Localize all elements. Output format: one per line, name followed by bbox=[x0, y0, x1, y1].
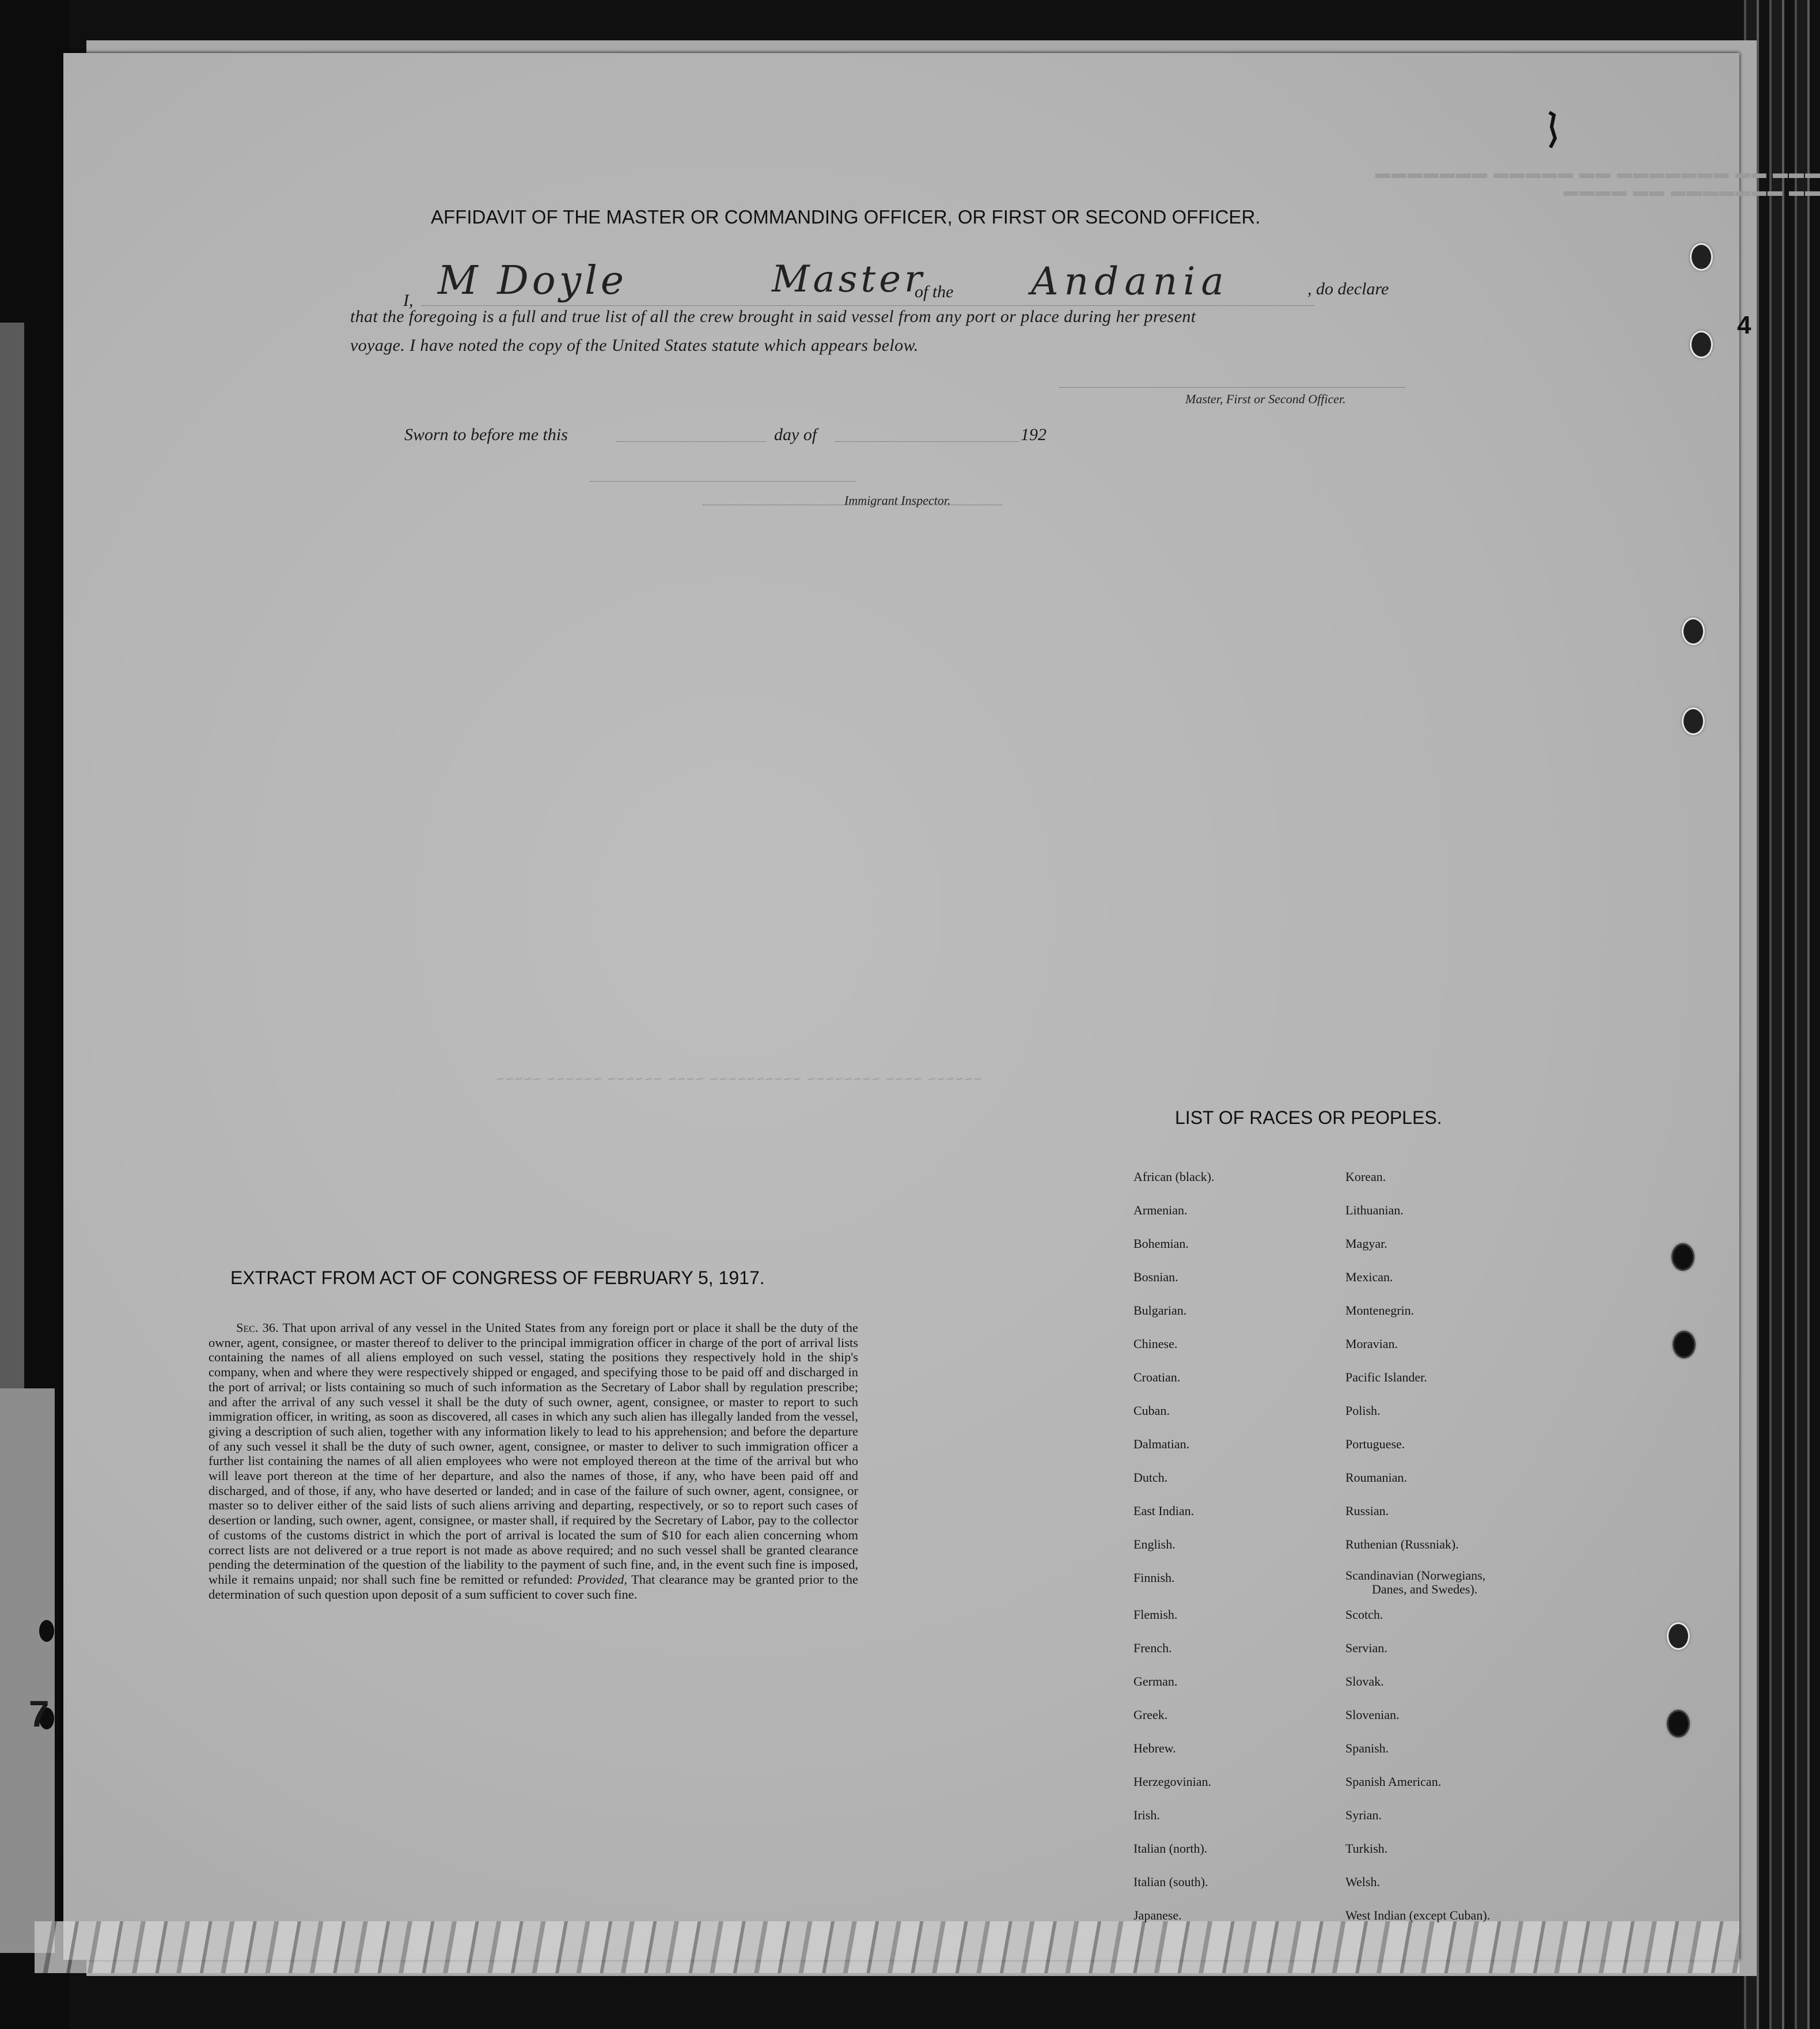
race-item: Bohemian. bbox=[1133, 1236, 1189, 1251]
race-item: Chinese. bbox=[1133, 1337, 1178, 1351]
race-item: Greek. bbox=[1133, 1708, 1168, 1722]
signature-caption: Master, First or Second Officer. bbox=[1185, 392, 1346, 406]
inspector-caption: Immigrant Inspector. bbox=[844, 493, 951, 508]
race-item: Dalmatian. bbox=[1133, 1437, 1190, 1451]
race-item: Servian. bbox=[1345, 1641, 1387, 1655]
affidavit-title: AFFIDAVIT OF THE MASTER OR COMMANDING OFFICER, OR FIRST OR SECOND OFFICER. bbox=[431, 206, 1261, 228]
race-item: Irish. bbox=[1133, 1808, 1160, 1822]
race-item: Mexican. bbox=[1345, 1270, 1393, 1284]
race-item: Lithuanian. bbox=[1345, 1203, 1404, 1217]
race-item: Russian. bbox=[1345, 1504, 1389, 1518]
binder-hole bbox=[1667, 1710, 1690, 1737]
race-item: Bosnian. bbox=[1133, 1270, 1178, 1284]
race-item: African (black). bbox=[1133, 1169, 1215, 1184]
race-item: Roumanian. bbox=[1345, 1470, 1407, 1485]
year-label: 192 bbox=[1021, 425, 1046, 444]
left-underlying-sheet-lower bbox=[0, 1388, 55, 1953]
day-of-label: day of bbox=[774, 425, 817, 444]
inspector-line bbox=[590, 481, 855, 482]
race-item: Ruthenian (Russniak). bbox=[1345, 1537, 1459, 1551]
binder-hole bbox=[1667, 1622, 1690, 1650]
race-item: Italian (south). bbox=[1133, 1875, 1208, 1889]
race-item: Cuban. bbox=[1133, 1403, 1170, 1418]
race-item: Flemish. bbox=[1133, 1607, 1178, 1622]
race-item: East Indian. bbox=[1133, 1504, 1195, 1518]
race-item: Finnish. bbox=[1133, 1570, 1175, 1585]
race-item: Scotch. bbox=[1345, 1607, 1383, 1622]
statute-body: That upon arrival of any vessel in the United States from any foreign port or place it shall be the duty of the owner, agent, consignee, or master thereof to deliver to the principal immigration officer in charge of the port of arrival lists containing the names of all aliens employed on such vessel, stating the positions they respectively hold in the ship's company, when and where they were respectively shipped or engaged, and specifying those to be paid off and discharged in the port of arrival; or lists containing so much of such information as the Secretary of Labor shall by regulation prescribe; and after the arrival of any such vessel it shall be the duty of such owner, agent, consignee, or master to report to such immigration officer, in writing, as soon as discovered, all cases in which any such alien has illegally landed from the vessel, giving a description of such alien, together with any information likely to lead to his apprehension; and before the departure of any such vessel it shall be the duty of such owner, agent, consignee, or master to deliver to such immigration officer a further list containing the names of all alien employees who were not employed thereon at the time of the arrival but who will leave port thereon at the time of her departure, and also the names of those, if any, who have been paid off and discharged, and of those, if any, who have deserted or landed; and in case of the failure of such owner, agent, consignee, or master so to deliver either of the said lists of such aliens arriving and departing, respectively, or so to report such cases of desertion or landing, such owner, agent, consignee, or master shall, if required by the Secretary of Labor, pay to the collector of customs of the customs district in which the port of arrival is located the sum of $10 for each alien concerning whom correct lists are not delivered or a true report is not made as above required; and no such vessel shall be granted clearance pending the determination of the question of the liability to the payment of such fine, and, in the event such fine is imposed, while it remains unpaid; nor shall such fine be remitted or refunded: bbox=[208, 1320, 858, 1587]
race-item: Polish. bbox=[1345, 1403, 1381, 1418]
race-item: English. bbox=[1133, 1537, 1176, 1551]
rank-handwritten: Master bbox=[772, 258, 926, 301]
race-item: Magyar. bbox=[1345, 1236, 1387, 1251]
of-the-label: of the bbox=[915, 282, 954, 301]
race-item: West Indian (except Cuban). bbox=[1345, 1908, 1491, 1922]
race-item: Korean. bbox=[1345, 1169, 1386, 1184]
race-item-continuation: Danes, and Swedes). bbox=[1372, 1582, 1478, 1596]
binder-hole bbox=[1690, 243, 1713, 271]
race-item: Croatian. bbox=[1133, 1370, 1181, 1384]
race-item: Moravian. bbox=[1345, 1337, 1398, 1351]
race-item: Scandinavian (Norwegians, bbox=[1345, 1568, 1486, 1583]
race-item: Bulgarian. bbox=[1133, 1303, 1187, 1318]
race-item: Italian (north). bbox=[1133, 1841, 1208, 1856]
statute-body-end: That clearance may be granted prior to the determination of such question upon deposit of a sum sufficient to cover such fine. bbox=[208, 1572, 859, 1602]
statute-provided: Provided, bbox=[577, 1572, 627, 1587]
binder-hole bbox=[1682, 618, 1705, 645]
race-item: Dutch. bbox=[1133, 1470, 1168, 1485]
binder-hole bbox=[1671, 1243, 1694, 1271]
race-item: Spanish American. bbox=[1345, 1774, 1442, 1789]
race-item: Welsh. bbox=[1345, 1875, 1380, 1889]
races-title: LIST OF RACES OR PEOPLES. bbox=[1175, 1107, 1442, 1128]
binder-hole bbox=[1673, 1331, 1696, 1358]
race-item: Portuguese. bbox=[1345, 1437, 1405, 1451]
race-item: Japanese. bbox=[1133, 1908, 1182, 1922]
binder-hole bbox=[1690, 331, 1713, 358]
master-name-handwritten: M Doyle bbox=[438, 258, 628, 304]
left-binder-hole bbox=[39, 1620, 54, 1642]
ink-mark bbox=[1544, 109, 1567, 150]
race-item: Slovak. bbox=[1345, 1674, 1384, 1689]
month-line bbox=[835, 441, 1019, 442]
race-item: Herzegovinian. bbox=[1133, 1774, 1211, 1789]
left-underlying-sheet bbox=[0, 323, 24, 1388]
sworn-label: Sworn to before me this bbox=[404, 425, 568, 444]
race-item: Armenian. bbox=[1133, 1203, 1188, 1217]
declare-label: , do declare bbox=[1307, 279, 1389, 298]
section-label: Sec. 36. bbox=[236, 1320, 279, 1335]
affidavit-line-2: that the foregoing is a full and true list of all the crew brought in said vessel from any port or place during her present bbox=[350, 307, 1196, 326]
race-item: Montenegrin. bbox=[1345, 1303, 1415, 1318]
statute-text bbox=[208, 1320, 858, 1602]
race-item: French. bbox=[1133, 1641, 1172, 1655]
torn-bottom-edge bbox=[35, 1921, 1739, 1973]
name-line bbox=[422, 305, 1314, 306]
race-item: Pacific Islander. bbox=[1345, 1370, 1427, 1384]
signature-line bbox=[1060, 387, 1405, 388]
race-item: Turkish. bbox=[1345, 1841, 1388, 1856]
bleed-through-writing: ~~~~~~ ~~~~ ~~~~~~~~ ~~~~~~~~~~ ~~~~ ~~~~~~ ~~~~~~ ~~~~~ bbox=[495, 1072, 983, 1087]
race-item: German. bbox=[1133, 1674, 1178, 1689]
race-item: Syrian. bbox=[1345, 1808, 1382, 1822]
bleed-through-text: ▬▬▬ ▬▬ ▬▬▬▬▬▬▬ ▬▬ ▬▬▬▬▬ ▬▬▬▬▬▬▬ ▬▬ ▬▬▬▬▬▬▬ ▬▬ ▬▬▬▬ bbox=[1374, 164, 1820, 199]
race-item: Hebrew. bbox=[1133, 1741, 1176, 1755]
affidavit-prefix: I, bbox=[403, 291, 414, 310]
vessel-name-handwritten: Andania bbox=[1031, 259, 1230, 304]
edge-number-right: 4 bbox=[1737, 311, 1751, 339]
edge-number-left: 7 bbox=[29, 1693, 50, 1735]
race-item: Spanish. bbox=[1345, 1741, 1389, 1755]
affidavit-line-3: voyage. I have noted the copy of the United States statute which appears below. bbox=[350, 336, 919, 355]
binder-hole bbox=[1682, 707, 1705, 735]
extract-title: EXTRACT FROM ACT OF CONGRESS OF FEBRUARY 5, 1917. bbox=[230, 1267, 765, 1288]
day-line bbox=[616, 441, 766, 442]
race-item: Slovenian. bbox=[1345, 1708, 1400, 1722]
